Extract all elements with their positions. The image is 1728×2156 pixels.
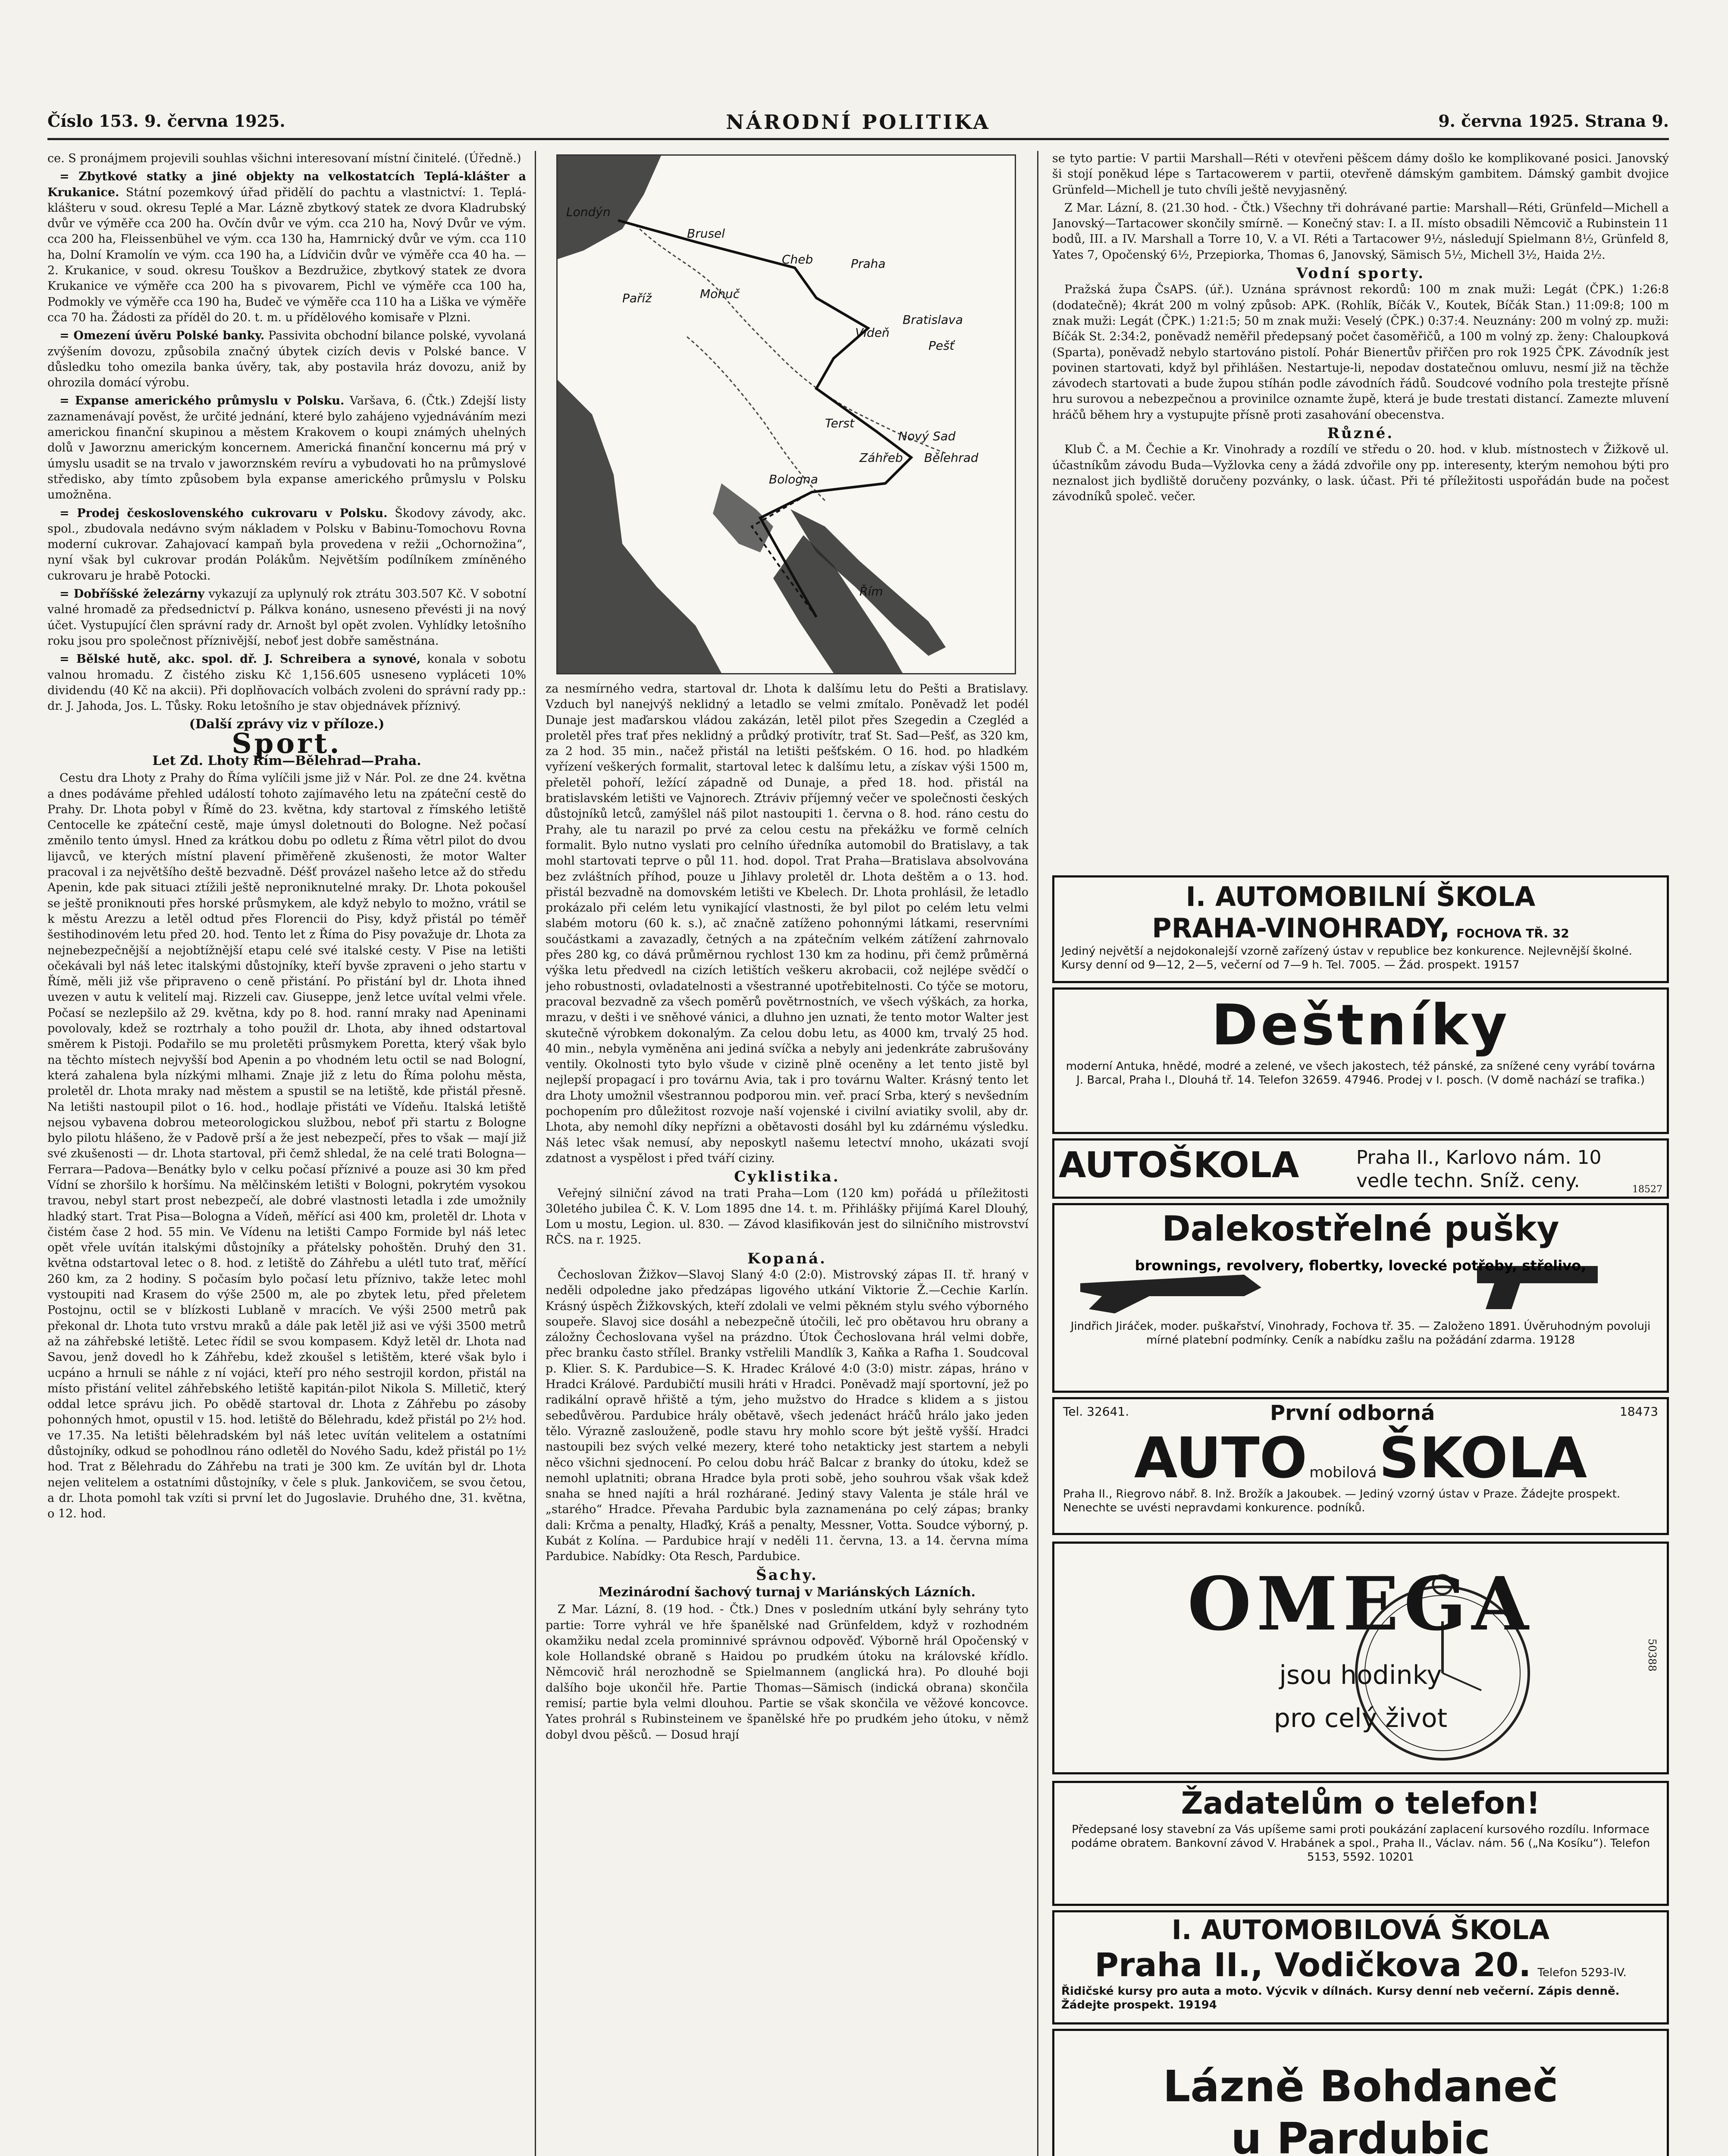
ad-autoschool-karlovo: AUTOŠKOLA Praha II., Karlovo nám. 10 vedle techn. Sníž. ceny. 18527 bbox=[1052, 1138, 1669, 1199]
section-title-football: Kopaná. bbox=[747, 1250, 827, 1267]
column-2 bbox=[546, 681, 1029, 2156]
ad-bohdanec-spa: Lázně Bohdaneč u Pardubic bbox=[1052, 2029, 1669, 2156]
section-title-misc: Různé. bbox=[1327, 425, 1394, 442]
map-label: Paříž bbox=[622, 291, 652, 305]
paragraph: za nesmírného vedra, startoval dr. Lhota k dalšímu letu do Pešti a Bratislavy. Vzduch byl nanejvýš neklidný a letadlo se velmi zmítalo. Poněvadž let podél Dunaje jest maďarskou vládou zakázán, letěl pilot přes Szegedin a Czegléd a proletěl přes trať přes neklidný a průdký protivítr, trať St. Sad—Pešť, as 320 km, za 2 hod. 35 min., načež přistál na letišti pešťském. O 16. hod. po hladkém vyřízení veškerých formalit, startoval letec k dalšímu letu, a získav výši 1500 m, přeletěl pohoří, ležící západně od Dunaje, a před 18. hod. přistál na bratislavském letišti ve Vajnorech. Ztráviv příjemný večer ve společnosti českých důstojníků letců, zamýšlel náš pilot nastoupiti 1. června o 8. hod. ráno cestu do Prahy, ale tu narazil po prvé za celou cestu na překážku ve formě celních formalit. Bylo nutno vyslati pro celního úředníka automobil do Bratislavy, a tak mohl startovati teprve o půl 11. hod. dopol. Trat Praha—Bratislava absolvována bez zvláštních příhod, pouze u Jihlavy proletěl dr. Lhota deštěm a o 13. hod. přistál bezvadně na domovském letišti ve Kbelech. Dr. Lhota prohlásil, že letadlo prokázalo při celém letu vynikající vlastnosti, že byl pilot po celém letu velmi slabém motoru (60 k. s.), ač značně zatíženo pohonnými látkami, reservními součástkami a zavazadly, četných a na zpátečním velkém zátížení zahrnovalo přes 280 kg, co dává průměrnou rychlost 130 km za hodinu, při čemž průměrná výška letu předvedl na cizích letištích veškeru akrobacii, což nejlépe svědčí o jeho robustnosti, ovladatelnosti a všestranné upotřebitelnosti. Co týče se motoru, pracoval bezvadně za všech poměrů povětrnostních, ve všech výškách, za horka, mrazu, v dešti i ve sněhové vánici, a dluhno jen uznati, že tento motor Walter jest skutečně výrobkem dokonalým. Za celou dobu letu, as 4000 km, trvalý 25 hod. 40 min., nebyla vyměněna ani jediná svíčka a nebyly ani jedenkráte zabrušovány ventily. Okolnosti tyto bylo všude v cizině plně oceněny a let tento jistě byl nejlepší propagací i pro továrnu Avia, tak i pro továrnu Walter. Krásný tento let dra Lhoty umožnil všestrannou podporou min. veř. prací Srba, který s nevšedním pochopením pro důležitost rozvoje naší vojenské i civilní aviatiky svolil, aby dr. Lhota, aby nemohl díky nepřízni a obětavosti dosáhl byl ku zdárnému výsledku. Náš letec však nemusí, aby neposkytl našemu letectví mnoho, ukázati svojí zdatnost a vyspělost i před tváří ciziny. bbox=[546, 682, 1029, 1165]
ad-auto-school-vinohrady: I. AUTOMOBILNÍ ŠKOLA PRAHA-VINOHRADY, FOCHOVA TŘ. 32 Jediný největší a nejdokonalejší vzorně zařízený ústav v republice bez konkurence. Nejlevnější školné. Kursy denní od 9—12, 2—5, večerní od 7—9 h. Tel. 7005. — Žád. prospekt. 19157 bbox=[1052, 875, 1669, 983]
map-label: Bělehrad bbox=[924, 451, 978, 465]
ad-product-list: brownings, revolvery, flobertky, lovecké potřeby, střelivo, bbox=[1135, 1257, 1587, 1274]
column-rule bbox=[1037, 151, 1038, 2156]
map-graphic bbox=[558, 156, 1015, 673]
section-title-water-sports: Vodní sporty. bbox=[1296, 265, 1425, 282]
column-3 bbox=[1052, 151, 1669, 867]
map-label: Londýn bbox=[566, 205, 611, 219]
map-label: Praha bbox=[851, 257, 886, 271]
paragraph: = Omezení úvěru Polské banky. Passivita obchodní bilance polské, vyvolaná zvýšením dovozu, způsobila značný úbytek cizích devis v Polské bance. V důsledku toho omezila banka úvěry, tak, aby postavila hráz dovozu, aniž by ohrozila domácí výrobu. bbox=[47, 329, 526, 390]
section-title-sport: Sport. bbox=[232, 727, 342, 760]
map-label: Mohuč bbox=[700, 287, 740, 301]
masthead: NÁRODNÍ POLITIKA bbox=[726, 110, 991, 134]
paragraph: Pražská župa ČsAPS. (úř.). Uznána správnost rekordů: 100 m znak muži: Legát (ČPK.) 1:26:8 (dodatečně); 4krát 200 m volný způsob: APK. (Rohlík, Bíčák V., Koutek, Bíčák Stan.) 11:09:8; 100 m znak muži: Legát (ČPK.) 1:21:5; 50 m znak muži: Veselý (ČPK.) 0:37:4. Neuznány: 200 m volný zp. muži: Bíčák St. 2:34:2, poněvadž neměřil předepsaný počet časoměřičů, a 100 m volný zp. ženy: Chaloupková (Sparta), poněvadž nebylo startováno pistolí. Pohár Bienertův přiřčen pro rok 1925 ČPK. Závodník jest povinen startovati, když byl přihlášen. Nestartuje-li, nepodav dostatečnou omluvu, nesmí již na těchže závodech startovati a bude župou stíhán podle závodních řádů. Soudcové vodního pola trestejte přísně hru surovou a nebezpečnou a provinilce oznamte župě, která je bude trestati distancí. Zamezte mluvení hráčů během hry a vystupujte přísně proti zasahování obecenstva. bbox=[1052, 283, 1669, 422]
column-rule bbox=[535, 151, 536, 2156]
paragraph: ce. S pronájmem projevili souhlas všichni interesovaní místní činitelé. (Úředně.) bbox=[47, 152, 521, 165]
map-label: Brusel bbox=[687, 226, 725, 241]
date-page: 9. června 1925. Strana 9. bbox=[1438, 111, 1669, 131]
map-label: Bratislava bbox=[903, 313, 963, 327]
paragraph: = Bělské hutě, akc. spol. dř. J. Schreibera a synové, konala v sobotu valnou hromadu. Z čistého zisku Kč 1,156.605 usneseno vypláceti 10% dividendu (40 Kč na akcii). Při doplňovacích volbách zvoleni do správní rady pp.: dr. J. Jahoda, Jos. L. Tůsky. Roku letošního je stav objednávek příznivý. bbox=[47, 652, 526, 713]
paragraph: = Prodej československého cukrovaru v Polsku. Škodovy závody, akc. spol., zbudovala nedávno svým nákladem v Polsku v Babinu-Tomochovu Rovna moderní cukrovar. Zahajovací kampaň byla provedena v režii „Ochornožina“, nyní však byl cukrovar prodán Polákům. Největším podílníkem zmíněného cukrovaru je hrabě Potocki. bbox=[47, 506, 526, 583]
ad-telephone: Žadatelům o telefon! Předepsané losy stavební za Vás upíšeme sami proti poukázání zaplacení kursového rozdílu. Informace podáme obratem. Bankovní závod V. Hrabánek a spol., Praha II., Václav. nám. 56 („Na Kosíku“). Telefon 5153, 5592. 10201 bbox=[1052, 1781, 1669, 1906]
section-title-cycling: Cyklistika. bbox=[734, 1168, 840, 1186]
paragraph: Z Mar. Lázní, 8. (21.30 hod. - Čtk.) Všechny tři dohrávané partie: Marshall—Réti, Grünfeld—Michell a Janovský—Tartacower skončily smírně. — Konečný stav: I. a II. místo obsadili Němcovič a Rubinstein 11 bodů, III. a IV. Marshall a Torre 10, V. a VI. Réti a Tartacower 9½, následují Spielmann 8½, Grünfeld 8, Yates 7, Opočenský 6½, Przepiorka, Thomas 6, Janovský, Sämisch 5½, Michell 3½, Haida 2½. bbox=[1052, 201, 1669, 262]
map-label: Záhřeb bbox=[859, 451, 903, 465]
paragraph: Z Mar. Lázní, 8. (19 hod. - Čtk.) Dnes v posledním utkání byly sehrány tyto partie: Torre vyhrál ve hře španělské nad Grünfeldem, když v rozhodném okamžiku nedal zcela prominnivé správnou odpověď. Výborně hrál Opočenský v kole Hollandské obraně s Haidou po prudkém útoku na královské křídlo. Němcovič hrál nerozhodně se Spielmannem (anglická hra). Po dlouhé boji dalšího boje ukončil hře. Partie Thomas—Sämisch (indická obrana) skončila remisí; partie byla velmi dlouhou. Partie se však skončila ve věžové koncovce. Yates prohrál s Rubinsteinem ve španělské hře po prudkém jeho útoku, v němž dobyl dvou pěšců. — Dosud hrají bbox=[546, 1603, 1029, 1742]
paragraph: Klub Č. a M. Čechie a Kr. Vinohrady a rozdílí ve středu o 20. hod. v klub. místnostech v Žižkově ul. účastníkům závodu Buda—Vyžlovka ceny a žádá zdvořile ony pp. interesenty, kterým nemohou býti pro neznalost jich bydliště doručeny pozvánky, o lask. účast. Při té příležitosti uspořádán bude na počest závodníků společ. večer. bbox=[1052, 443, 1669, 504]
ad-auto-school-vodickova: I. AUTOMOBILOVÁ ŠKOLA Praha II., Vodičkova 20. Telefon 5293-IV. Řidičské kursy pro auta a moto. Výcvik v dílnách. Kursy denní neb večerní. Zápis denně. Žádejte prospekt. 19194 bbox=[1052, 1910, 1669, 2024]
paragraph: Cestu dra Lhoty z Prahy do Říma vylíčili jsme již v Nár. Pol. ze dne 24. května a dnes podáváme přehled událostí tohoto zajímavého letu na zpáteční cestě do Prahy. Dr. Lhota pobyl v Římě do 23. května, kdy startoval z římského letiště Centocelle ke zpáteční cestě, maje úmysl doletnouti do Bologne. Než počasí změnilo tento úmysl. Hned za krátkou dobu po odletu z Říma větrl pilot do dvou lijavců, ve kterých místní plavení přiměřeně zkušenosti, že motor Walter pracoval i za největšího deště bezvadně. Déšť provázel našeho letce až do středu Apenin, kde pak situaci ztížili ještě neproniknutelné mraky. Dr. Lhota pokoušel se ještě proniknouti přes horské průsmykem, ale když nebylo to možno, vrátil se k městu Arezzu a letěl odtud přes Florencii do Pisy, když přistál po téměř šestihodinovém letu před 20. hod. Tento let z Říma do Pisy považuje dr. Lhota za nejnebezpečnější a nejobtížnější etapu celé své italské cesty. V Pise na letišti očekávali byl náš letec italskými důstojníky, kteří byvše zpraveni o jeho startu v Římě, měli již vše připraveno o ceně přistání. Po přistání byl dr. Lhota ihned uvezen v autu k velitelí maj. Rizzeli cav. Giuseppe, jenž letce uvítal velmi vřele. Počasí se nezlepšilo až 29. května, kdy po 8. hod. ranní mraky nad Apeninami povolovaly, kdež se roztrhaly a toho použil dr. Lhota, aby ihned odstartoval směrem k Pistoji. Podařilo se mu proletěti průsmykem Poretta, který však bylo na těchto místech nejvyšší bod Apenin a po vhodném letu octil se nad Bologní, která zahalena byla nízkými mlhami. Znaje již z letu do Říma polohu města, proletěl dr. Lhota mraky nad městem a spustil se na letiště, kde přistál přesně. Na letišti nastoupil pilot o 16. hod., hodlaje přistáti ve Vídeňu. Italská letiště nejsou vybavena dobrou meteorologickou službou, neboť při startu z Bologne bylo pilotu hlášeno, že v Padově prší a že jest nebezpečí, přes to však — mají již své zkušenosti — dr. Lhota startoval, při čemž shledal, že na celé trati Bologna—Ferrara—Padova—Benátky bylo v celku počasí příznivé a pouze asi 30 km před Vídní se zhoršilo k horšímu. Na mělčinském letišti v Bologni, pokrytém vysokou travou, nebyl start prost nebezpečí, ale dobré vlastnosti letadla i zde umožnily hladký start. Trat Pisa—Bologna a Vídeň, měřící asi 400 km, proletěl dr. Lhota v čistém čase 2 hod. 55 min. Ve Vídenu na letišti Campo Formide byl náš letec opět vřele uvítán italskými důstojníky a přátelsky pohoštěn. Druhý den 31. května odstartoval letec o 8. hod. z letiště do Záhřebu a ulétl tuto trať, měřící 260 km, za 2 hodiny. S počasím bylo počasí letu příznivo, takže letec mohl vystoupiti nad Krasem do výše 2500 m, ale po zbytek letu, před přeletem Postojnu, octil se v blízkosti Lublaně v mracích. Ve výši 2500 metrů pak překonal dr. Lhota tuto vrstvu mraků a dále pak letěl již asi ve výši 3500 metrů až na záhřebské letiště. Letec řídil se svou kompasem. Když letěl dr. Lhota nad Savou, jenž dovedl ho k Záhřebu, kdež zkoušel s letištěm, které však bylo i ucpáno a hrnuli se náhle z ní vojáci, kteří pro ného sestrojil kordon, přistál na místo přistání velitel záhřebského letiště kapitán-pilot Nikola S. Milletič, který oddal letce správu jich. Po obědě startoval dr. Lhota z Záhřebu po zásoby pohonných hmot, opustil v 15. hod. letiště do Bělehradu, kdež přistál po 2½ hod. ve 17.35. Na letišti bělehradském byl náš letec uvítán velitelem a ostatními důstojníky, odkud se pohodlnou ráno odletěl do Nového Sadu, kdež přistál po 1½ hod. Trat z Bělehradu do Záhřebu na trati je 300 km. Ze uvítán byl dr. Lhota nejen velitelem a ostatními důstojníky, v čele s pluk. Jankovičem, se svou četou, a dr. Lhota pomohl tak vzíti si první let do Jugoslavie. Druhého dne, 31. května, o 12. hod. bbox=[47, 771, 526, 1521]
ad-umbrellas: Deštníky moderní Antuka, hnědé, modré a zelené, ve všech jakostech, též pánské, za snížené ceny vyrábí továrna J. Barcal, Praha I., Dlouhá tř. 14. Telefon 32659. 47946. Prodej v I. posch. (V domě nachází se trafika.) bbox=[1052, 987, 1669, 1134]
map-label: Vídeň bbox=[855, 326, 890, 340]
paragraph: Čechoslovan Žižkov—Slavoj Slaný 4:0 (2:0). Mistrovský zápas II. tř. hraný v neděli odpoledne jako předzápas ligového utkání Viktorie Ž.—Cechie Karlín. Krásný úspěch Žižkovských, kteří zdolali ve velmi pěkném stylu svého výborného soupeře. Slavoj sice dosáhl a nebezpečně útočili, leč pro obětavou hru obrany a záložny Čechoslovana vyšel na prázdno. Útok Čechoslovana hrál velmi dobře, přec branku často střílel. Branky vstřelili Mandlík 3, Kaňka a Rafha 1. Soudcoval p. Klier. S. K. Pardubice—S. K. Hradec Králové 4:0 (3:0) mistr. zápas, hráno v Hradci Králové. Pardubičtí musili hráti v Hradci. Poněvadž mají sportovní, jež po radikální opravě hřiště a tým, jeho mužstvo do Hradce s klidem a s jistou sebedůvěrou. Pardubice hrály obětavě, všech jedenáct hráčů hrálo jako jeden tělo. Výrazně zaslouženě, podle stavu hry mohlo score být ještě vyšší. Hradci nastoupili bez svých velké mezery, které toho netakticky jest startem a nebyli něco všichni sjednocení. Po celou dobu hráč Balcar z branky do útoku, kdež se nemohl uplatniti; obrana Hradce byla proti sobě, jeho souhrou však však kdež snaha se hned najíti a hrál rozhárané. Jediný stavy Valenta je stále hrál ve „starého“ Hradce. Převaha Pardubic byla zaznamenána po celý zápas; branky dali: Krčma a penalty, Hlaďký, Kráš a penalty, Messner, Votta. Soudce výborný, p. Kubát z Kolína. — Pardubice hrají v neděli 11. června, 13. a 14. června míma Pardubice. Nabídky: Ota Resch, Pardubice. bbox=[546, 1268, 1029, 1564]
ad-first-auto-school: Tel. 32641. První odborná 18473 AUTO mobilová ŠKOLA Praha II., Riegrovo nábř. 8. Inž. Brožík a Jakoubek. — Jediný vzorný ústav v Praze. Žádejte prospekt. Nenechte se uvésti nepravdami konkurence. podníků. bbox=[1052, 1397, 1669, 1535]
flight-route-map bbox=[556, 154, 1016, 674]
map-label: Cheb bbox=[782, 252, 813, 266]
map-label: Terst bbox=[825, 416, 854, 430]
paragraph: = Zbytkové statky a jiné objekty na velkostatcích Teplá-klášter a Krukanice. Státní pozemkový úřad přidělí do pachtu a vlastnictví: 1. Teplá-klášteru v soud. okresu Teplé a Mar. Lázně zbytkový statek ze dvora Kladrubský dvůr ve výměře cca 200 ha. Ovčín dvůr ve vým. cca 210 ha, Nový Dvůr ve vým. cca 200 ha, Fleissenbühel ve vým. cca 130 ha, Hamrnický dvůr ve vým. cca 110 ha, Dolní Kramolín ve vým. cca 190 ha, a Lídvičin dvůr ve výměře cca 40 ha. — 2. Krukanice, v soud. okresu Touškov a Bezdružice, zbytkový statek ze dvora Krukanice ve výměře cca 200 ha s pivovarem, Pichl ve výměře cca 100 ha, Podmokly ve výměře cca 190 ha, Budeč ve výměře cca 110 ha a Liška ve výměře cca 70 ha. Žádosti za příděl do 20. t. m. u přídělového komisaře v Plzni. bbox=[47, 170, 526, 324]
article-subtitle: Let Zd. Lhoty Řím—Bělehrad—Praha. bbox=[152, 753, 421, 768]
map-label: Pešť bbox=[928, 338, 954, 353]
map-label: Řím bbox=[859, 584, 883, 599]
page-header bbox=[47, 108, 1669, 140]
article-subtitle: Mezinárodní šachový turnaj v Mariánských Lázních. bbox=[598, 1584, 976, 1600]
paragraph: Veřejný silniční závod na trati Praha—Lom (120 km) pořádá u příležitosti 30letého jubilea Č. K. V. Lom 1895 dne 14. t. m. Přihlášky přijímá Karel Dlouhý, Lom u mostu, Legion. ul. 830. — Závod klasifikován jest do silničního mistrovství RČS. na r. 1925. bbox=[546, 1186, 1029, 1247]
map-label: Nový Sad bbox=[898, 429, 956, 443]
ad-rifles: Dalekostřelné pušky brownings, revolvery, flobertky, lovecké potřeby, střelivo, Jindřich Jiráček, moder. puškařství, Vinohrady, Fochova tř. 35. — Založeno 1891. Úvěruhodným povoluji mírné platební podmínky. Ceník a nabídku zašlu na požádání zdarma. 19128 bbox=[1052, 1203, 1669, 1393]
column-1 bbox=[47, 151, 526, 2156]
paragraph: = Expanse amerického průmyslu v Polsku. Varšava, 6. (Čtk.) Zdejší listy zaznamenávají pověst, že určité jednání, které bylo zahájeno vyjednáváním mezi americkou finanční skupinou a městem Krakovem o koupi známých uhelných dolů v Jaworznu americkým koncernem. Americká finanční koncernu má prý v úmyslu usadit se na trvalo v jaworznském revíru a vybudovati ho na průmyslové středisko, aby tímto způsobem byla expanse amerického průmyslu v Polsku umožněna. bbox=[47, 394, 526, 502]
more-info-note: (Další zprávy viz v příloze.) bbox=[189, 717, 385, 732]
paragraph: se tyto partie: V partii Marshall—Réti v otevřeni pěšcem dámy došlo ke komplikované posici. Janovský ši stojí poněkud lépe s Tartacowerem v partii, otevřeně dámským gambitem. Dámský gambit dvojice Grünfeld—Michell je tuto chvíli ještě nevyjasněný. bbox=[1052, 152, 1669, 197]
gun-illustration bbox=[1063, 1249, 1658, 1318]
paragraph: = Dobříšské železárny vykazují za uplynulý rok ztrátu 303.507 Kč. V sobotní valné hromadě za předsednictví p. Pálkva konáno, usneseno převésti ji na nový účet. Vystupující člen správní rady dr. Arnošt byl opět zvolen. Vyhlídky letošního roku jsou pro společnost příznivější, neboť jest dobře saměstnána. bbox=[47, 587, 526, 648]
section-title-chess: Šachy. bbox=[756, 1566, 818, 1584]
issue-number: Číslo 153. 9. června 1925. bbox=[47, 111, 285, 131]
map-label: Bologna bbox=[769, 472, 818, 486]
ad-omega-watches: OMEGA jsou hodinky pro celý život 50388 bbox=[1052, 1542, 1669, 1774]
